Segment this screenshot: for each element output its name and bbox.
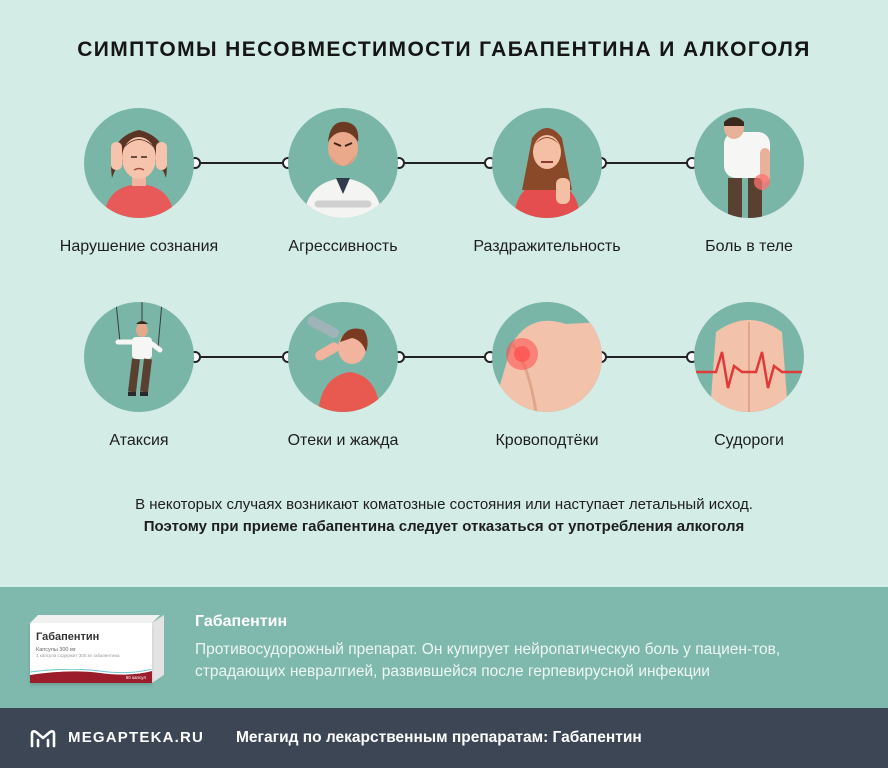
note-line-1: В некоторых случаях возникают коматозные состояния или наступает летальный исход. [135, 496, 753, 513]
symptom-label: Кровоподтёки [495, 432, 599, 449]
package-composition: 1 капсула содержит 300 мг габапентина [36, 653, 120, 658]
symptom-label: Боль в теле [705, 238, 793, 255]
footer-bar [0, 708, 888, 768]
logo-text[interactable]: MEGAPTEKA.RU [68, 729, 205, 746]
symptom-label: Отеки и жажда [287, 432, 399, 449]
connector [601, 356, 692, 358]
connector [601, 162, 692, 164]
puppet-man-icon [84, 302, 194, 412]
woman-headache-icon [84, 108, 194, 218]
symptom-label: Нарушение сознания [59, 238, 219, 255]
footer-caption: Мегагид по лекарственным препаратам: Габапентин [236, 729, 642, 746]
drug-description: Противосудорожный препарат. Он купирует нейропатическую боль у пациен-тов, страдающих невралгией, развившейся после герпевирусной инфекции [195, 641, 781, 680]
irritated-woman-icon [492, 108, 602, 218]
connector [399, 356, 490, 358]
symptom-label: Атаксия [109, 432, 169, 449]
symptom-label: Судороги [714, 432, 784, 449]
drug-package-image [30, 615, 164, 683]
back-pulse-icon [694, 302, 804, 412]
connector [195, 356, 288, 358]
connector [195, 162, 288, 164]
warning-note [0, 494, 888, 538]
page-title: СИМПТОМЫ НЕСОВМЕСТИМОСТИ ГАБАПЕНТИНА И АЛКОГОЛЯ [77, 38, 811, 61]
package-title: Габапентин [36, 631, 100, 643]
drinking-man-icon [288, 302, 398, 412]
connector [399, 162, 490, 164]
body-pain-icon [694, 108, 804, 218]
drug-info-band [0, 587, 888, 708]
megapteka-logo-icon[interactable] [30, 728, 56, 748]
symptom-row-2 [0, 302, 888, 449]
bruised-knee-icon [492, 302, 602, 412]
drug-name: Габапентин [195, 613, 288, 630]
note-line-2: Поэтому при приеме габапентина следует отказаться от употребления алкоголя [143, 518, 745, 535]
angry-man-icon [288, 108, 398, 218]
symptom-label: Агрессивность [288, 238, 398, 255]
package-dosage: Капсулы 300 мг [36, 647, 76, 653]
symptom-label: Раздражительность [473, 238, 621, 255]
package-count: 50 капсул [125, 675, 146, 680]
symptom-row-1 [0, 108, 888, 255]
